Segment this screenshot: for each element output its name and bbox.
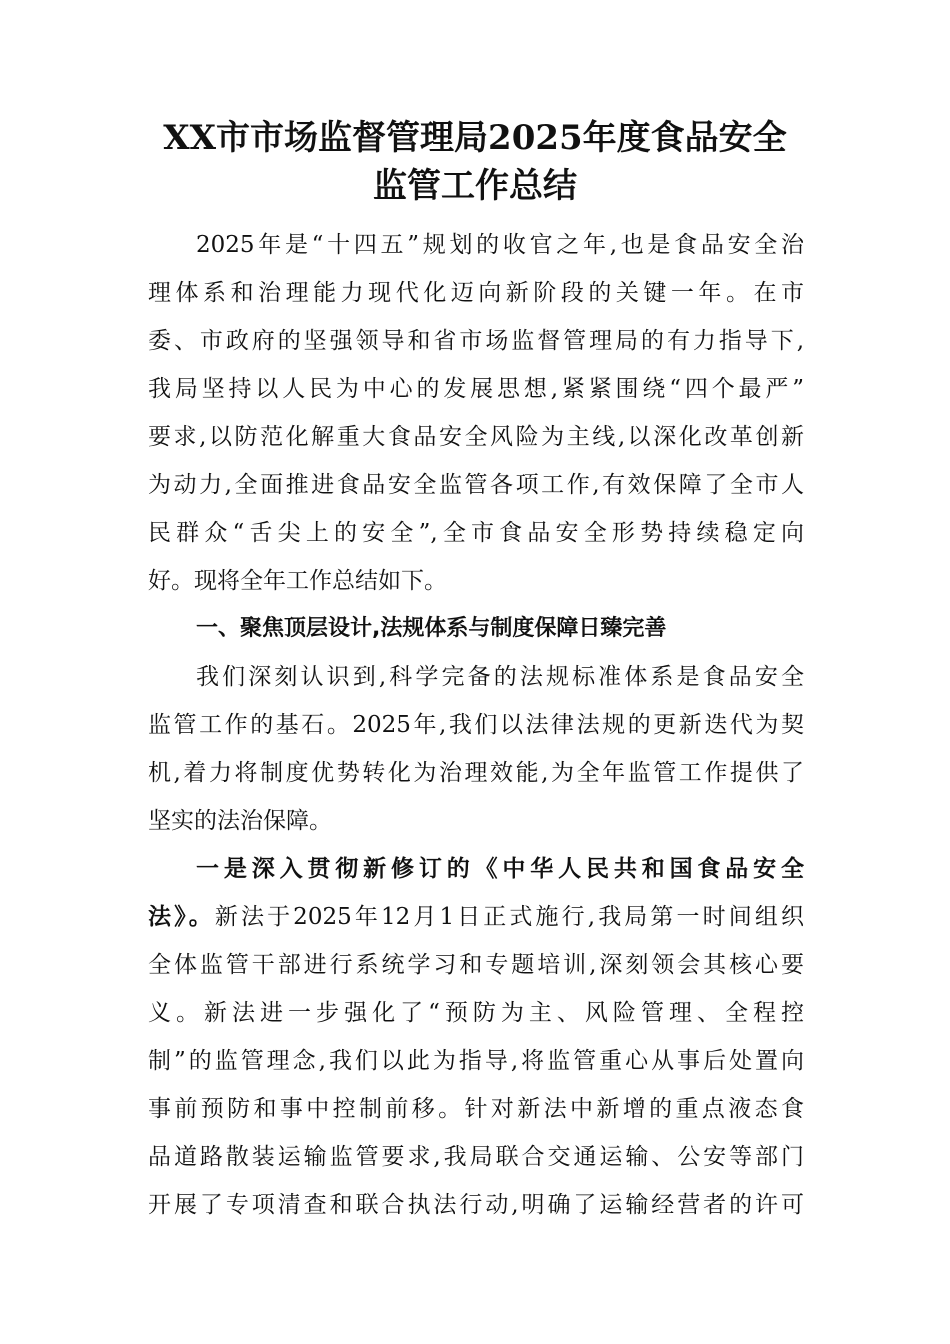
- point-1-bold-lead: 一是深入贯彻新修订的《中华人民共和国食品安全: [196, 855, 804, 882]
- point-1-line: 开展了专项清查和联合执法行动,明确了运输经营者的许可: [148, 1192, 804, 1218]
- intro-line: 委、市政府的坚强领导和省市场监督管理局的有力指导下,: [148, 328, 804, 354]
- intro-line: 理体系和治理能力现代化迈向新阶段的关键一年。在市: [148, 280, 804, 306]
- point-1-line: 品道路散装运输监管要求,我局联合交通运输、公安等部门: [148, 1144, 804, 1170]
- section-1-line: 我们深刻认识到,科学完备的法规标准体系是食品安全: [196, 664, 804, 690]
- intro-line: 要求,以防范化解重大食品安全风险为主线,以深化改革创新: [148, 424, 804, 450]
- section-1-line: 监管工作的基石。2025年,我们以法律法规的更新迭代为契: [148, 712, 804, 738]
- intro-line: 民群众“舌尖上的安全”,全市食品安全形势持续稳定向: [148, 520, 804, 546]
- intro-line: 2025年是“十四五”规划的收官之年,也是食品安全治: [196, 232, 804, 258]
- point-1-text: 新法于2025年12月1日正式施行,我局第一时间组织: [214, 904, 804, 930]
- section-1-line: 坚实的法治保障。: [148, 808, 332, 834]
- point-1-line: [148, 899, 804, 935]
- point-1-bold-tail: 法》。: [148, 903, 215, 930]
- point-1-line: 制”的监管理念,我们以此为指导,将监管重心从事后处置向: [148, 1048, 804, 1074]
- intro-line: 我局坚持以人民为中心的发展思想,紧紧围绕“四个最严”: [148, 376, 804, 402]
- intro-line: 好。现将全年工作总结如下。: [148, 568, 447, 594]
- point-1-line: 事前预防和事中控制前移。针对新法中新增的重点液态食: [148, 1096, 804, 1122]
- section-1-heading: 一、聚焦顶层设计,法规体系与制度保障日臻完善: [196, 616, 667, 641]
- point-1-line: 全体监管干部进行系统学习和专题培训,深刻领会其核心要: [148, 952, 804, 978]
- document-title-line-1: XX市市场监督管理局2025年度食品安全: [163, 118, 787, 158]
- section-1-line: 机,着力将制度优势转化为治理效能,为全年监管工作提供了: [148, 760, 804, 786]
- point-1-line: 义。新法进一步强化了“预防为主、风险管理、全程控: [148, 1000, 804, 1026]
- intro-line: 为动力,全面推进食品安全监管各项工作,有效保障了全市人: [148, 472, 804, 498]
- document-title-line-2: 监管工作总结: [373, 166, 577, 206]
